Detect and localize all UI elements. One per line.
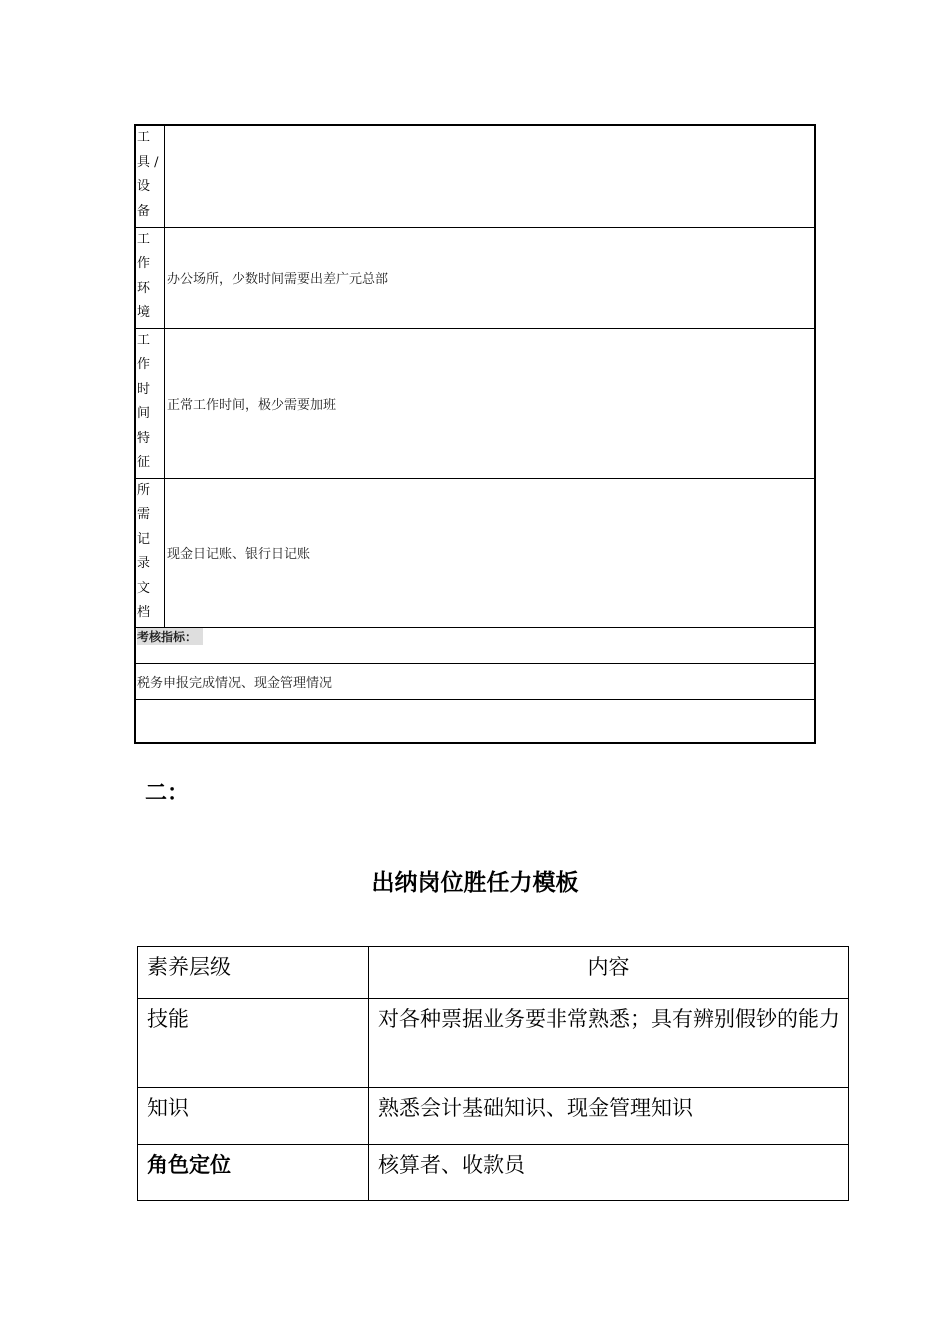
- section-label: 二：: [145, 781, 190, 806]
- kpi-title-cell: [135, 627, 815, 663]
- row-value-work-time: 正常工作时间，极少需要加班: [165, 328, 816, 478]
- level-cell: 技能: [138, 999, 369, 1088]
- level-cell: 知识: [138, 1088, 369, 1145]
- content-cell: 核算者、收款员: [369, 1145, 849, 1201]
- header-content: 内容: [369, 947, 849, 999]
- table-row: [135, 125, 815, 227]
- job-description-table: [134, 124, 816, 744]
- table-row: [135, 328, 815, 478]
- row-value-environment: 办公场所，少数时间需要出差广元总部: [165, 227, 816, 328]
- row-value-tools: [165, 125, 816, 227]
- row-label-work-time: 工 作 时 间 特 征: [135, 328, 165, 478]
- page-title: 出纳岗位胜任力模板: [371, 870, 579, 896]
- table-row: [135, 627, 815, 663]
- row-value-records: 现金日记账、银行日记账: [165, 478, 816, 627]
- kpi-title: 考核指标：: [137, 628, 203, 645]
- row-label-records: 所 需 记 录 文 档: [135, 478, 165, 627]
- table-row: [138, 1088, 849, 1145]
- content-cell: 熟悉会计基础知识、现金管理知识: [369, 1088, 849, 1145]
- table-row: [138, 1145, 849, 1201]
- table-header-row: [138, 947, 849, 999]
- row-label-environment: 工 作 环 境: [135, 227, 165, 328]
- row-label-tools: 工 具 / 设 备: [135, 125, 165, 227]
- content-cell: 对各种票据业务要非常熟悉；具有辨别假钞的能力: [369, 999, 849, 1088]
- table-row: [135, 663, 815, 699]
- table-row: [135, 227, 815, 328]
- header-level: 素养层级: [138, 947, 369, 999]
- table-row: [138, 999, 849, 1088]
- table-row: [135, 699, 815, 743]
- competency-table: [137, 946, 849, 1201]
- empty-row: [135, 699, 815, 743]
- kpi-value: 税务申报完成情况、现金管理情况: [135, 663, 815, 699]
- table-row: [135, 478, 815, 627]
- level-cell: 角色定位: [138, 1145, 369, 1201]
